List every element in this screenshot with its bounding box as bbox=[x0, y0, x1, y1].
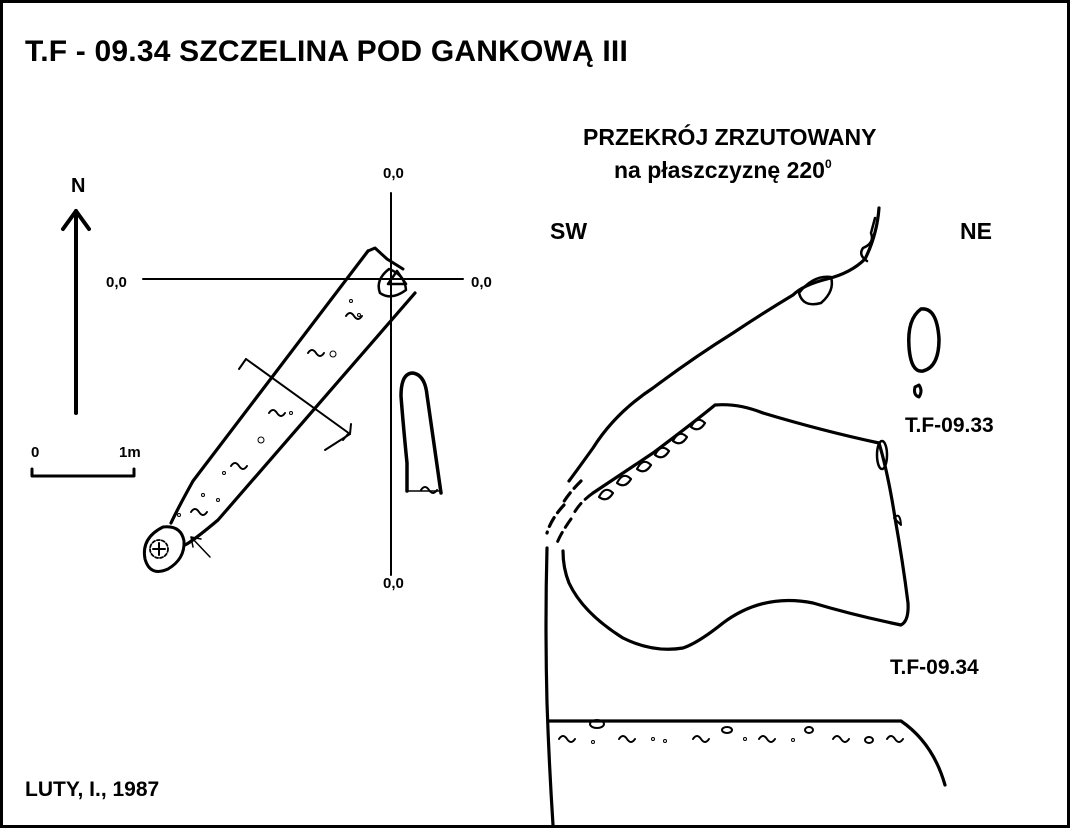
plan-fill-symbols bbox=[150, 300, 362, 559]
section-title: PRZEKRÓJ ZRZUTOWANY bbox=[583, 124, 877, 150]
datum-right-label: 0,0 bbox=[471, 274, 492, 291]
projected-section bbox=[546, 208, 945, 825]
cave-label-lower: T.F-09.34 bbox=[890, 656, 979, 679]
direction-ne-label: NE bbox=[960, 218, 992, 244]
neighbour-cave-outline bbox=[909, 309, 939, 397]
north-label: N bbox=[71, 175, 86, 197]
scale-bar bbox=[32, 469, 134, 476]
scale-start-label: 0 bbox=[31, 444, 40, 461]
datum-bottom-label: 0,0 bbox=[383, 575, 404, 592]
cross-section-profile bbox=[401, 373, 441, 493]
section-subtitle bbox=[614, 158, 832, 182]
datum-top-label: 0,0 bbox=[383, 165, 404, 182]
cave-label-upper: T.F-09.33 bbox=[905, 414, 994, 437]
datum-left-label: 0,0 bbox=[106, 274, 127, 291]
degree-mark: 0 bbox=[824, 157, 832, 171]
direction-sw-label: SW bbox=[550, 218, 588, 244]
author-credit: LUTY, I., 1987 bbox=[25, 778, 160, 801]
datum-cross-lines bbox=[143, 193, 463, 575]
scale-end-label: 1m bbox=[119, 444, 141, 461]
plan-view-outline bbox=[144, 248, 415, 571]
page-title: T.F - 09.34 SZCZELINA POD GANKOWĄ III bbox=[25, 35, 629, 68]
north-arrow bbox=[63, 211, 89, 413]
section-subtitle-text: na płaszczyznę 220 bbox=[614, 157, 825, 183]
